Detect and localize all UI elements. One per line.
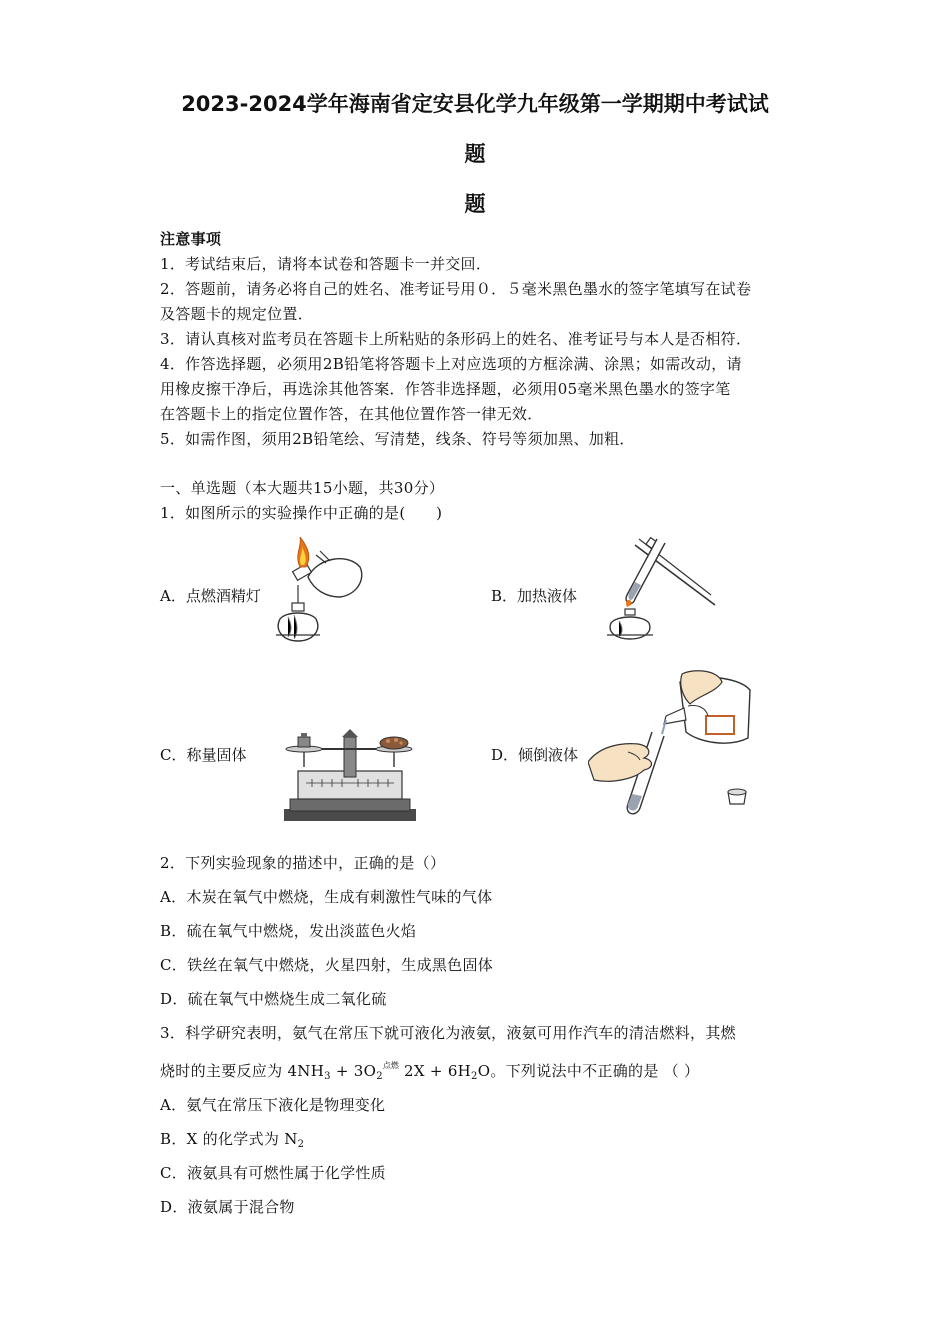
notice-heading: 注意事项 xyxy=(160,230,222,248)
q3-subscript: 2 xyxy=(376,1071,383,1082)
pouring-liquid-figure xyxy=(588,668,758,818)
q3-option: A．氨气在常压下液化是物理变化 xyxy=(160,1096,386,1114)
q3-subscript: 2 xyxy=(471,1071,478,1082)
question-2-stem: 2．下列实验现象的描述中，正确的是（） xyxy=(160,854,446,872)
q1-option-b: B．加热液体 xyxy=(491,587,578,605)
q2-option: A．木炭在氧气中燃烧，生成有刺激性气味的气体 xyxy=(160,888,493,906)
page-title-line3: 题 xyxy=(464,192,486,216)
notice-item: 用橡皮擦干净后，再选涂其他答案．作答非选择题，必须用05毫米黑色墨水的签字笔 xyxy=(160,380,731,398)
q3-reactant-text: + 3O xyxy=(330,1062,377,1080)
q1-option-a: A．点燃酒精灯 xyxy=(160,587,261,605)
alcohol-lamp-lighting-figure xyxy=(268,535,368,645)
q3-option-b-text: B．X 的化学式为 N xyxy=(160,1130,298,1148)
question-1-stem: 1．如图所示的实验操作中正确的是( ) xyxy=(160,504,443,522)
heating-liquid-figure xyxy=(605,533,720,643)
q3-subscript: 3 xyxy=(324,1071,331,1082)
reaction-condition: 点燃 xyxy=(382,1061,399,1070)
q3-option xyxy=(160,1128,304,1150)
balance-weighing-figure xyxy=(282,727,418,823)
notice-item: 1．考试结束后，请将本试卷和答题卡一并交回． xyxy=(160,255,492,273)
q2-option: D．硫在氧气中燃烧生成二氧化硫 xyxy=(160,990,387,1008)
q3-option: C．液氨具有可燃性属于化学性质 xyxy=(160,1164,386,1182)
q2-option: B．硫在氧气中燃烧，发出淡蓝色火焰 xyxy=(160,922,417,940)
notice-item: 4．作答选择题，必须用2B铅笔将答题卡上对应选项的方框涂满、涂黑；如需改动，请 xyxy=(160,355,742,373)
q2-option: C．铁丝在氧气中燃烧，火星四射，生成黑色固体 xyxy=(160,956,494,974)
question-3-stem-line1: 3．科学研究表明，氨气在常压下就可液化为液氨，液氨可用作汽车的清洁燃料，其燃 xyxy=(160,1024,736,1042)
q3-stem-tail: O。下列说法中不正确的是 （ ） xyxy=(477,1062,700,1080)
notice-item: 在答题卡上的指定位置作答，在其他位置作答一律无效． xyxy=(160,405,543,423)
notice-item: 2．答题前，请务必将自己的姓名、准考证号用０．５毫米黑色墨水的签字笔填写在试卷 xyxy=(160,280,752,298)
section-heading: 一、单选题（本大题共15小题，共30分） xyxy=(160,479,445,497)
notice-item: 5．如需作图，须用2B铅笔绘、写清楚，线条、符号等须加黑、加粗． xyxy=(160,430,635,448)
page-title-line2: 题 xyxy=(464,142,486,166)
q3-option: D．液氨属于混合物 xyxy=(160,1198,295,1216)
q3-reactant-text: 烧时的主要反应为 4NH xyxy=(160,1062,325,1080)
q3-subscript: 2 xyxy=(297,1139,305,1150)
page-title-line1: 2023-2024学年海南省定安县化学九年级第一学期期中考试试 xyxy=(181,92,769,116)
notice-item: 3．请认真核对监考员在答题卡上所粘贴的条形码上的姓名、准考证号与本人是否相符． xyxy=(160,330,752,348)
question-3-stem-line2 xyxy=(160,1060,699,1082)
notice-item: 及答题卡的规定位置． xyxy=(160,305,314,323)
q1-option-d: D．倾倒液体 xyxy=(491,746,579,764)
q1-option-c: C．称量固体 xyxy=(160,746,247,764)
q3-product-text: 2X + 6H xyxy=(398,1062,472,1080)
